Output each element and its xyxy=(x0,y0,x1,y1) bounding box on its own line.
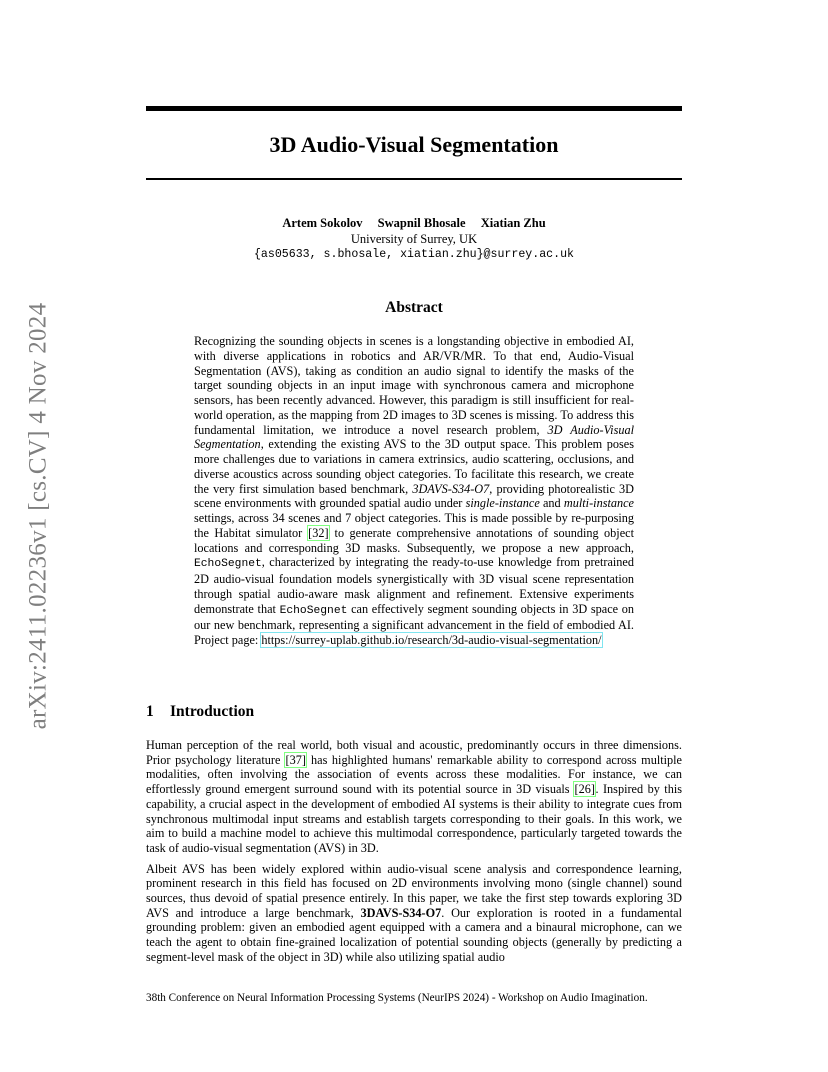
abstract-text-segment: Recognizing the sounding objects in scenes is a longstanding objective in embodied AI, with diverse applications in robotics and AR/VR/MR. To that end, Audio-Visual Segmentation (AVS), taking as condition an audio signal to identify the masks of the target sounding objects in an input image with synchronous camera and microphone sensors, has been recently advanced. However, this paradigm is still insufficient for real-world operation, as the mapping from 2D images to 3D scenes is missing. To address this fundamental limitation, we introduce a novel research problem, xyxy=(194,334,634,437)
author-name: Artem Sokolov xyxy=(282,216,363,230)
author-emails: {as05633, s.bhosale, xiatian.zhu}@surrey.ac.uk xyxy=(253,248,575,261)
project-page-link[interactable]: https://surrey-uplab.github.io/research/3d-audio-visual-segmentation/ xyxy=(261,633,602,647)
abstract-text-segment: settings, across 34 scenes and 7 object categories. This is made possible by re-purposing the Habitat simulator xyxy=(194,511,634,540)
citation-link[interactable]: [26] xyxy=(574,782,595,797)
citation-link[interactable]: [37] xyxy=(285,752,306,767)
abstract-heading: Abstract xyxy=(385,299,443,316)
author-names xyxy=(146,216,682,232)
paragraph-text: Human perception of the real world, both visual and acoustic, predominantly occurs in three dimensions. Prior psychology literature xyxy=(146,738,682,767)
setting-multi-instance: multi-instance xyxy=(563,496,634,511)
abstract-text-segment: , extending the existing AVS to the 3D output space. This problem poses more challenges due to variations in camera extrinsics, audio scattering, occlusions, and diverse acoustics across sounding object categories. To facilitate this research, we create the very first simulation based benchmark, xyxy=(194,437,634,496)
paragraph-text: . Inspired by this capability, a crucial aspect in the development of embodied AI systems is their ability to integrate cues from synchronous multimodal input streams and establish targets corresponding to their goals. In this work, we aim to build a machine model to achieve this multimodal correspondence, particularly targeted towards the task of audio-visual segmentation (AVS) in 3D. xyxy=(146,782,682,855)
arxiv-identifier-stamp xyxy=(22,286,54,746)
paper-title: 3D Audio-Visual Segmentation xyxy=(269,132,559,157)
paragraph-text: Albeit AVS has been widely explored within audio-visual scene analysis and correspondence learning, prominent research in this field has focused on 2D environments involving mono (single channel) sound sources, thus devoid of spatial presence entirely. In this paper, we take the first step towards exploring 3D AVS and introduce a large benchmark, xyxy=(146,861,682,920)
section-title: Introduction xyxy=(170,703,255,720)
title-top-rule xyxy=(146,106,682,111)
author-affiliation: University of Surrey, UK xyxy=(350,231,478,246)
paragraph-text: . Our exploration is rooted in a fundamental grounding problem: given an embodied agent equipped with a camera and a binaural microphone, can we teach the agent to obtain fine-grained localization of potential sounding objects (generally by predicting a segment-level mask of the object in 3D) while also utilizing spatial audio xyxy=(146,905,682,964)
setting-single-instance: single-instance xyxy=(465,496,540,511)
abstract-text-segment: and xyxy=(539,496,564,511)
abstract-text xyxy=(194,334,634,648)
abstract-text-segment: , characterized by integrating the ready-to-use knowledge from pretrained 2D audio-visual foundation models synergistically with 3D visual scene representation through spatial audio-aware mask alignment and refinement. Extensive experiments demonstrate that xyxy=(194,555,634,616)
section-number: 1 xyxy=(146,703,154,720)
benchmark-name: 3DAVS-S34-O7 xyxy=(360,905,442,920)
introduction-paragraph xyxy=(146,862,682,965)
conference-footnote: 38th Conference on Neural Information Processing Systems (NeurIPS 2024) - Workshop on Audio Imagination. xyxy=(146,992,648,1004)
abstract-text-segment: can effectively segment sounding objects in 3D space on our new benchmark, representing a significant advancement in the field of embodied AI. Project page: xyxy=(194,601,634,647)
task-name: 3D Audio-Visual Segmentation xyxy=(194,422,634,452)
title-bottom-rule xyxy=(146,178,682,180)
section-heading-introduction xyxy=(146,702,682,722)
abstract-text-segment: to generate comprehensive annotations of sounding object locations and corresponding 3D masks. Subsequently, we propose a new approach, xyxy=(194,525,634,555)
introduction-paragraph xyxy=(146,738,682,856)
author-name: Swapnil Bhosale xyxy=(377,216,466,230)
method-name: EchoSegnet xyxy=(279,604,348,617)
paragraph-text: has highlighted humans' remarkable ability to correspond across multiple modalities, often involving the association of events across these modalities. For instance, we can effortlessly ground emergent surround sound with its potential source in 3D visuals xyxy=(146,752,682,797)
author-name: Xiatian Zhu xyxy=(480,216,546,230)
introduction-body xyxy=(146,738,682,971)
abstract-text-segment: , providing photorealistic 3D scene environments with grounded spatial audio under xyxy=(194,481,634,511)
citation-link[interactable]: [32] xyxy=(308,525,329,540)
author-block xyxy=(146,216,682,263)
method-name: EchoSegnet xyxy=(194,558,262,571)
benchmark-name: 3DAVS-S34-O7 xyxy=(412,481,490,496)
arxiv-identifier-text: arXiv:2411.02236v1 [cs.CV] 4 Nov 2024 xyxy=(24,302,51,730)
